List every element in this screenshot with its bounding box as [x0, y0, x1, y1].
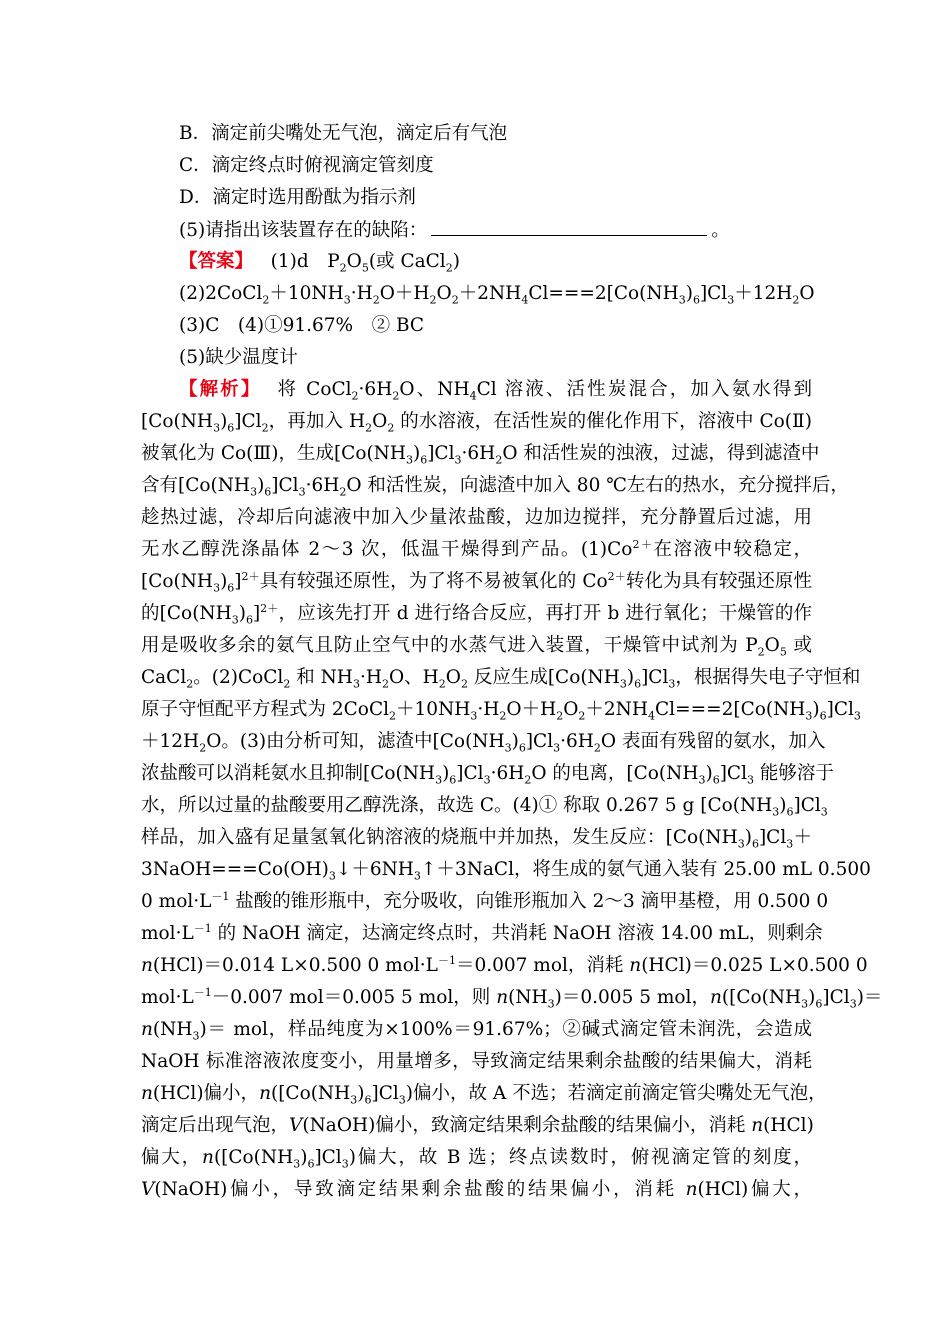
analysis-line: 用是吸收多余的氨气且防止空气中的水蒸气进入装置，干燥管中试剂为 $P_2O_5$ 或 [141, 635, 812, 659]
analysis-line: 样品，加入盛有足量氢氧化钠溶液的烧瓶中并加热，发生反应：$[Co(NH_3)_6]Cl_3+$ [141, 827, 812, 851]
analysis-line: 无水乙醇洗涤晶体 2～3 次，低温干燥得到产品。$(1)Co^{2+}$在溶液中较稳定， [141, 537, 812, 560]
option-c: C．滴定终点时俯视滴定管刻度 [179, 155, 434, 176]
analysis-line: 水，所以过量的盐酸要用乙醇洗涤，故选 C。(4)① 称取 0.267 5 g $[Co(NH_3)_6]Cl_3$ [141, 795, 828, 819]
analysis-line: n(HCl)＝0.014 L×0.500 0 $mol\cdot L^{-1}=0.007$ mol，消耗 n(HCl)＝0.025 L×0.500 0 [141, 953, 868, 976]
option-d: D．滴定时选用酚酞为指示剂 [179, 187, 416, 208]
analysis-line: $n(NH_3)=$ mol，样品纯度为×100%＝91.67%；②碱式滴定管未润洗，会造成 [141, 1019, 812, 1043]
analysis-line: V(NaOH)偏小，导致滴定结果剩余盐酸的结果偏小，消耗 n(HCl)偏大， [141, 1179, 813, 1200]
analysis-line: 原子守恒配平方程式为 $2CoCl_2+10NH_3\cdot H_2O+H_2O_2+2NH_4Cl===2[Co(NH_3)_6]Cl_3$ [141, 699, 861, 723]
answer-label: 【答案】 [179, 251, 254, 272]
answer-line-5: (5)缺少温度计 [179, 347, 298, 368]
analysis-line: $[Co(NH_3)_6]Cl_2$，再加入 $H_2O_2$ 的水溶液，在活性炭的催化作用下，溶液中 Co(Ⅱ) [141, 411, 813, 435]
analysis-line: 【解析】 将 $CoCl_2\cdot 6H_2O$、$NH_4Cl$ 溶液、活性炭混合，加入氨水得到 [179, 379, 812, 403]
analysis-line: 含有$[Co(NH_3)_6]Cl_3\cdot 6H_2O$ 和活性炭，向滤渣中加入 80 ℃左右的热水，充分搅拌后， [141, 475, 849, 499]
question-5: (5)请指出该装置存在的缺陷： 。 [179, 220, 730, 241]
analysis-line: NaOH 标准溶液浓度变小，用量增多，导致滴定结果剩余盐酸的结果偏大，消耗 [141, 1051, 812, 1072]
analysis-line: 的$[Co(NH_3)_6]^{2+}$，应该先打开 d 进行络合反应，再打开 b 进行氧化；干燥管的作 [141, 601, 812, 627]
answer-line-3: (3)C (4)①91.67% ② BC [179, 315, 425, 336]
analysis-line: $[Co(NH_3)_6]^{2+}$具有较强还原性，为了将不易被氧化的 $Co^{2+}$转化为具有较强还原性 [141, 569, 812, 595]
analysis-line: 浓盐酸可以消耗氨水且抑制$[Co(NH_3)_6]Cl_3\cdot 6H_2O$ 的电离，$[Co(NH_3)_6]Cl_3$ 能够溶于 [141, 763, 834, 787]
analysis-line: 趁热过滤，冷却后向滤液中加入少量浓盐酸，边加边搅拌，充分静置后过滤，用 [141, 507, 812, 528]
analysis-line: $+12H_2O$。(3)由分析可知，滤渣中$[Co(NH_3)_6]Cl_3\cdot 6H_2O$ 表面有残留的氨水，加入 [141, 731, 826, 755]
analysis-label: 【解析】 [179, 379, 262, 400]
analysis-line: $3NaOH===Co(OH)_3↓+6NH_3↑+3NaCl$，将生成的氨气通入装有 25.00 mL 0.500 [141, 859, 871, 883]
analysis-line: $mol\cdot L^{-1}$ 的 NaOH 滴定，达滴定终点时，共消耗 NaOH 溶液 14.00 mL，则剩余 [141, 921, 823, 944]
answer-line-2: $(2)2CoCl_2+10NH_3\cdot H_2O+H_2O_2+2NH_4Cl===2[Co(NH_3)_6]Cl_3+12H_2O$ [179, 283, 815, 307]
answer-line-1: 【答案】 (1)d $P_2O_5$(或 CaCl$_2$) [179, 251, 460, 275]
option-b: B．滴定前尖嘴处无气泡，滴定后有气泡 [179, 123, 508, 144]
analysis-line: CaCl$_2$。(2)CoCl$_2$ 和 $NH_3\cdot H_2O$、$H_2O_2$ 反应生成$[Co(NH_3)_6]Cl_3$，根据得失电子守恒和 [141, 667, 861, 691]
analysis-line: 滴定后出现气泡，V(NaOH)偏小，致滴定结果剩余盐酸的结果偏小，消耗 n(HCl) [141, 1115, 814, 1136]
analysis-line: 0 $mol\cdot L^{-1}$ 盐酸的锥形瓶中，充分吸收，向锥形瓶加入 2～3 滴甲基橙，用 0.500 0 [141, 889, 829, 912]
analysis-line: n(HCl)偏小，$n([Co(NH_3)_6]Cl_3)$偏小，故 A 不选；若滴定前滴定管尖嘴处无气泡， [141, 1083, 827, 1107]
answer-blank [431, 218, 707, 236]
analysis-line: $mol\cdot L^{-1}-0.007$ mol＝0.005 5 mol，则 $n(NH_3)=0.005$ 5 mol，$n([Co(NH_3)_6]Cl_3)=$ [141, 985, 883, 1011]
analysis-line: 偏大，$n([Co(NH_3)_6]Cl_3)$偏大，故 B 选；终点读数时，俯视滴定管的刻度， [141, 1147, 812, 1171]
analysis-line: 被氧化为 Co(Ⅲ)，生成$[Co(NH_3)_6]Cl_3\cdot 6H_2O$ 和活性炭的浊液，过滤，得到滤渣中 [141, 443, 820, 467]
